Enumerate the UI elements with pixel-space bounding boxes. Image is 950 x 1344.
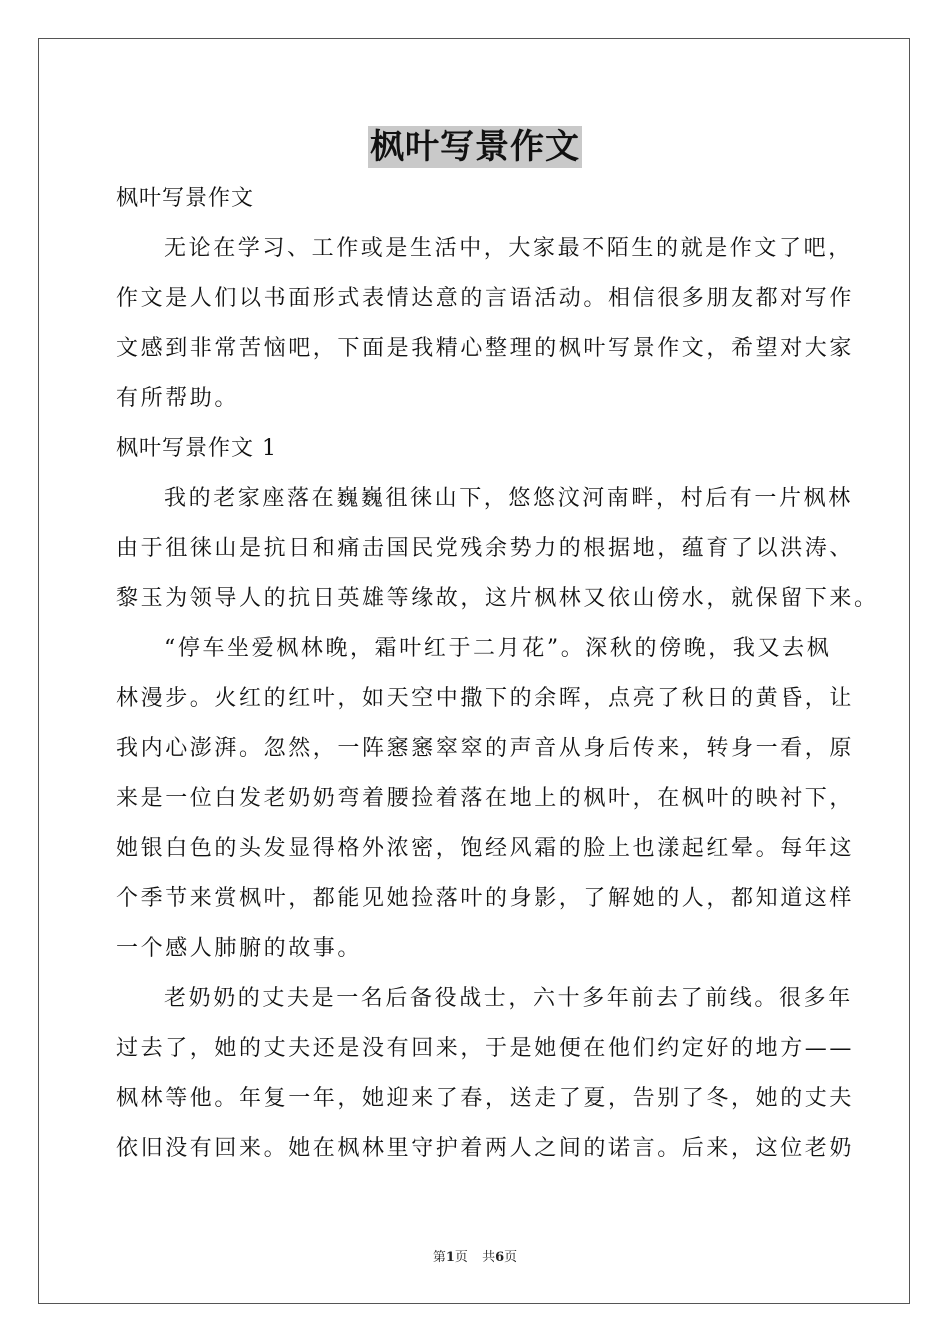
page-number-label: 第1页: [432, 1250, 468, 1265]
document-body: [116, 174, 879, 1174]
body-line: 我内心澎湃。忽然，一阵窸窸窣窣的声音从身后传来，转身一看，原: [116, 736, 855, 761]
page-footer: [0, 1246, 950, 1265]
body-line: 由于徂徕山是抗日和痛击国民党残余势力的根据地，蕴育了以洪涛、: [116, 536, 855, 561]
document-title: 枫叶写景作文: [370, 127, 580, 167]
title-container: [0, 126, 950, 168]
body-line: 我的老家座落在巍巍徂徕山下，悠悠汶河南畔，村后有一片枫林: [164, 486, 853, 511]
body-line: 枫林等他。年复一年，她迎来了春，送走了夏，告别了冬，她的丈夫: [116, 1086, 855, 1111]
body-line: 过去了，她的丈夫还是没有回来，于是她便在他们约定好的地方——: [116, 1036, 855, 1061]
body-line: 来是一位白发老奶奶弯着腰捡着落在地上的枫叶，在枫叶的映衬下，: [116, 786, 855, 811]
body-line: 林漫步。火红的红叶，如天空中撒下的余晖，点亮了秋日的黄昏，让: [116, 686, 855, 711]
total-pages-label: 共6页: [482, 1250, 518, 1265]
body-line: 依旧没有回来。她在枫林里守护着两人之间的诺言。后来，这位老奶: [116, 1136, 855, 1161]
current-page-number: 1: [445, 1250, 455, 1265]
body-line: 黎玉为领导人的抗日英雄等缘故，这片枫林又依山傍水，就保留下来。: [116, 586, 879, 611]
body-line: “停车坐爱枫林晚，霜叶红于二月花”。深秋的傍晚，我又去枫: [164, 636, 832, 661]
body-line: 文感到非常苦恼吧，下面是我精心整理的枫叶写景作文，希望对大家: [116, 336, 855, 361]
body-line: 她银白色的头发显得格外浓密，饱经风霜的脸上也漾起红晕。每年这: [116, 836, 855, 861]
total-page-count: 6: [495, 1250, 505, 1265]
section-heading: 枫叶写景作文: [116, 186, 255, 211]
body-line: 个季节来赏枫叶，都能见她捡落叶的身影，了解她的人，都知道这样: [116, 886, 855, 911]
body-line: 无论在学习、工作或是生活中，大家最不陌生的就是作文了吧，: [164, 236, 853, 261]
body-line: 一个感人肺腑的故事。: [116, 936, 363, 961]
body-line: 有所帮助。: [116, 386, 240, 411]
body-line: 老奶奶的丈夫是一名后备役战士，六十多年前去了前线。很多年: [164, 986, 853, 1011]
section-heading: 枫叶写景作文 1: [116, 436, 277, 461]
body-line: 作文是人们以书面形式表情达意的言语活动。相信很多朋友都对写作: [116, 286, 855, 311]
